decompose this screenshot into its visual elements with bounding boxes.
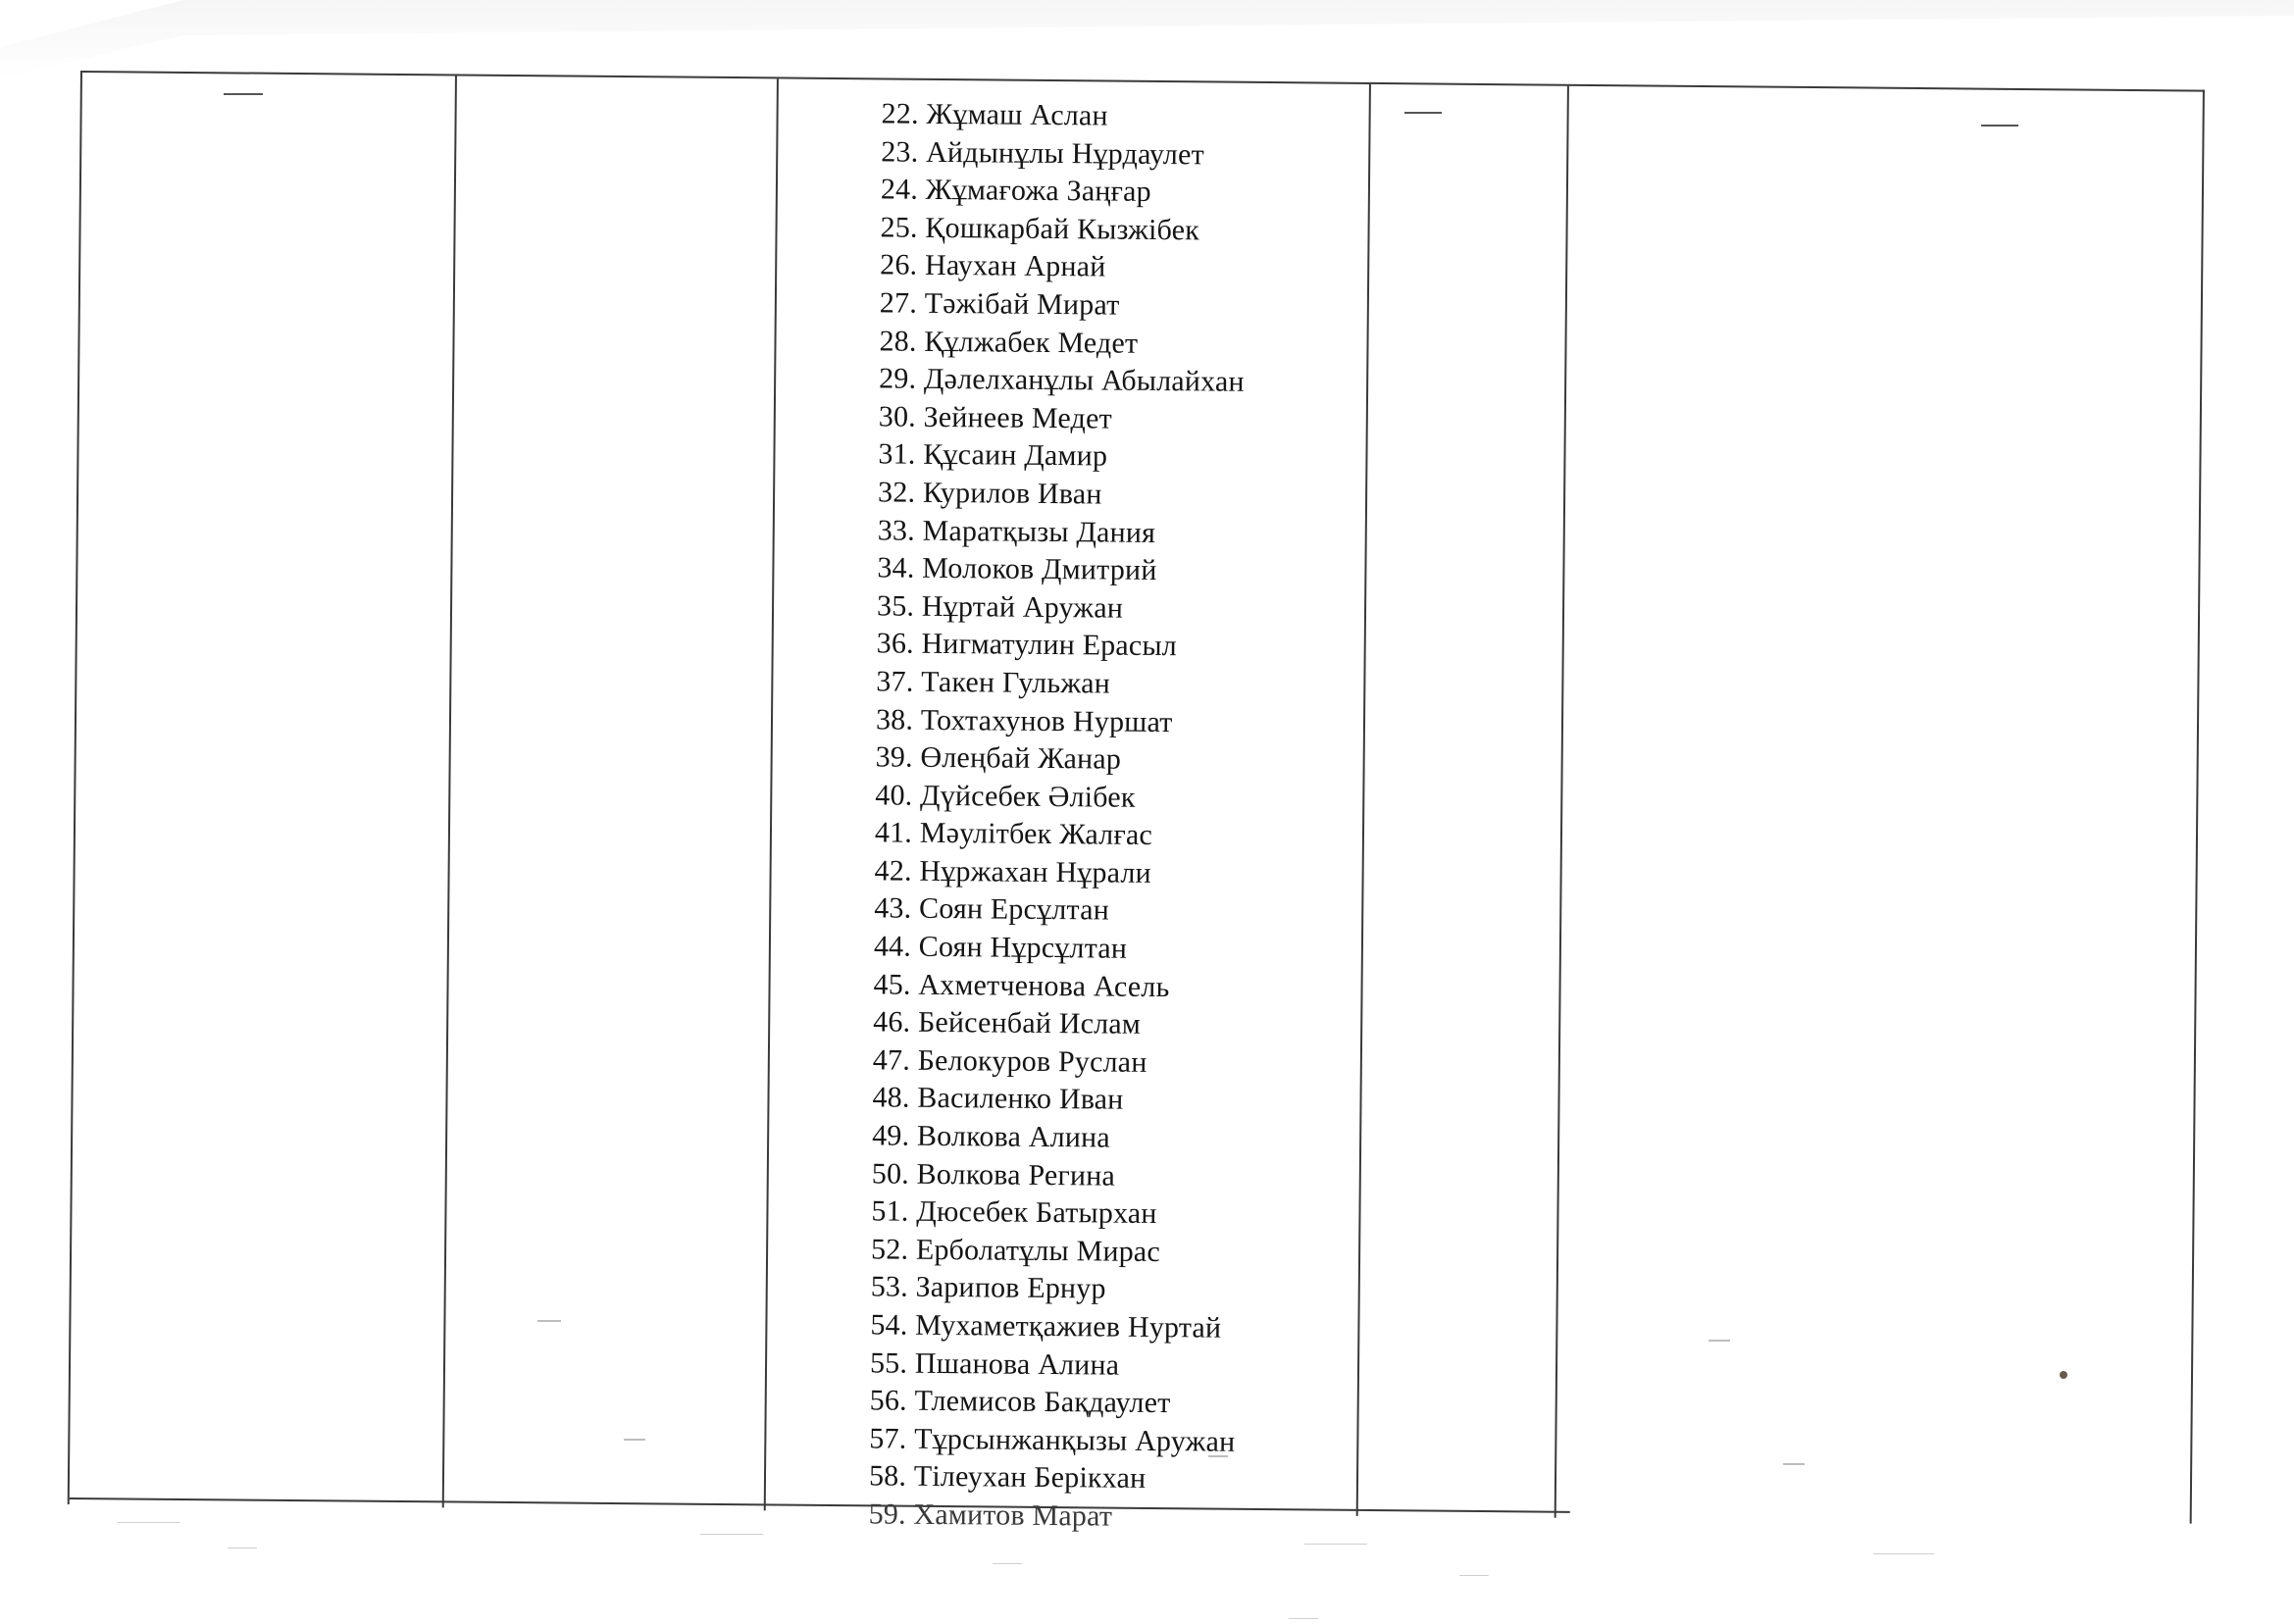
list-item: 29. Дәлелханұлы Абылайхан bbox=[879, 362, 1245, 398]
list-item: 45. Ахметченова Асель bbox=[873, 968, 1170, 1003]
list-item: 35. Нұртай Аружан bbox=[876, 589, 1124, 625]
list-item: 44. Соян Нұрсұлтан bbox=[873, 930, 1128, 965]
names-list bbox=[868, 95, 1247, 1537]
list-item: 51. Дюсебек Батырхан bbox=[871, 1194, 1157, 1231]
dash-mark bbox=[1708, 1340, 1730, 1342]
dash-mark bbox=[1208, 1455, 1228, 1457]
list-item: 38. Тохтахунов Нуршат bbox=[875, 702, 1173, 738]
scan-artifact bbox=[118, 1522, 180, 1523]
list-item: 48. Василенко Иван bbox=[872, 1081, 1124, 1117]
list-item: 59. Хамитов Марат bbox=[868, 1497, 1113, 1533]
dash-mark bbox=[1783, 1463, 1805, 1465]
list-item: 50. Волкова Регина bbox=[871, 1156, 1116, 1193]
scan-artifact bbox=[993, 1563, 1022, 1564]
dash-mark bbox=[624, 1439, 645, 1441]
list-item: 36. Нигматулин Ерасыл bbox=[876, 627, 1178, 663]
list-item: 57. Тұрсынжанқызы Аружан bbox=[869, 1422, 1236, 1458]
table-bottom-border bbox=[70, 1497, 1570, 1513]
list-item: 41. Мәулітбек Жалғас bbox=[874, 816, 1153, 852]
list-item: 54. Мухаметқажиев Нуртай bbox=[870, 1308, 1222, 1345]
list-item: 53. Зарипов Ернур bbox=[870, 1270, 1106, 1305]
list-item: 55. Пшанова Алина bbox=[869, 1345, 1120, 1382]
dash-mark bbox=[224, 93, 263, 95]
list-item: 31. Құсаин Дамир bbox=[878, 437, 1108, 473]
list-item: 43. Соян Ерсұлтан bbox=[874, 891, 1110, 928]
list-item: 26. Наухан Арнай bbox=[880, 248, 1106, 283]
list-item: 47. Белокуров Руслан bbox=[872, 1043, 1147, 1079]
list-item: 52. Ерболатұлы Мирас bbox=[870, 1233, 1161, 1268]
scan-speck bbox=[2060, 1371, 2067, 1379]
list-item: 32. Курилов Иван bbox=[877, 476, 1102, 511]
column-divider-2 bbox=[764, 78, 779, 1510]
list-item: 49. Волкова Алина bbox=[872, 1119, 1111, 1154]
list-item: 33. Маратқызы Дания bbox=[877, 513, 1156, 549]
list-item: 42. Нұржахан Нұрали bbox=[874, 854, 1152, 889]
list-item: 56. Тлемисов Бақдаулет bbox=[869, 1384, 1171, 1420]
scan-artifact bbox=[1459, 1575, 1489, 1576]
list-item: 46. Бейсенбай Ислам bbox=[873, 1005, 1142, 1041]
dash-mark bbox=[1404, 112, 1442, 114]
list-item: 25. Қошкарбай Кызжібек bbox=[880, 211, 1200, 247]
list-item: 27. Тәжібай Мират bbox=[879, 286, 1120, 322]
scan-shadow bbox=[0, 0, 2294, 78]
scan-artifact bbox=[1873, 1553, 1934, 1554]
column-divider-4 bbox=[1555, 86, 1569, 1518]
list-item: 24. Жұмағожа Заңғар bbox=[880, 173, 1151, 209]
list-item: 39. Өлеңбай Жанар bbox=[875, 740, 1122, 776]
list-item: 30. Зейнеев Медет bbox=[878, 400, 1113, 435]
list-table bbox=[68, 71, 2205, 1533]
scan-artifact bbox=[700, 1534, 763, 1535]
list-item: 28. Құлжабек Медет bbox=[879, 324, 1139, 360]
list-item: 23. Айдынұлы Нұрдаулет bbox=[881, 135, 1205, 171]
list-item: 34. Молоков Дмитрий bbox=[877, 551, 1157, 587]
list-item: 22. Жұмаш Аслан bbox=[881, 97, 1108, 132]
list-item: 37. Такен Гульжан bbox=[876, 665, 1111, 700]
dash-mark bbox=[1981, 125, 2018, 127]
scan-artifact bbox=[1289, 1618, 1318, 1619]
column-divider-3 bbox=[1356, 84, 1371, 1516]
scan-artifact bbox=[1304, 1544, 1367, 1545]
dash-mark bbox=[537, 1320, 561, 1322]
list-item: 58. Тілеухан Берікхан bbox=[868, 1459, 1147, 1496]
column-divider-1 bbox=[442, 76, 457, 1507]
list-item: 40. Дүйсебек Әлібек bbox=[875, 779, 1136, 814]
